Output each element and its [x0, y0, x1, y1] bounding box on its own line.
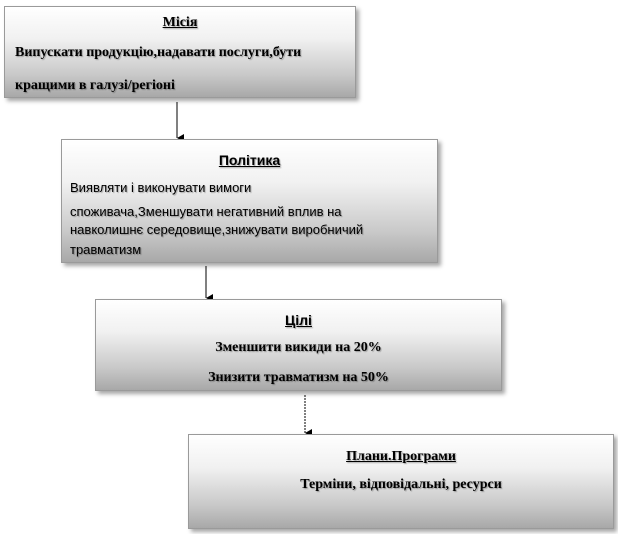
policy-text-line-4: травматизм: [70, 242, 142, 257]
goals-title: Цілі: [285, 312, 312, 328]
policy-box: [61, 139, 438, 263]
mission-title: Місія: [162, 15, 198, 30]
goals-text-line-1: Зменшити викиди на 20%: [215, 340, 382, 355]
policy-text-line-3: навколишнє середовище,знижувати виробничий: [70, 222, 364, 237]
mission-text-line-2: кращими в галузі/регіоні: [15, 78, 175, 93]
mission-text-line-1: Випускати продукцію,надавати послуги,бути: [15, 45, 302, 60]
policy-title: Політика: [218, 152, 281, 168]
plans-box: [188, 434, 614, 529]
mission-box: [4, 6, 356, 98]
goals-box: [95, 299, 502, 391]
plans-title: Плани.Програми: [346, 449, 456, 464]
plans-text-line-1: Терміни, відповідальні, ресурси: [300, 477, 502, 492]
goals-text-line-2: Знизити травматизм на 50%: [208, 370, 389, 385]
policy-text-line-1: Виявляти і виконувати вимоги: [70, 180, 252, 195]
policy-text-line-2: споживача,Зменшувати негативний вплив на: [70, 204, 342, 219]
